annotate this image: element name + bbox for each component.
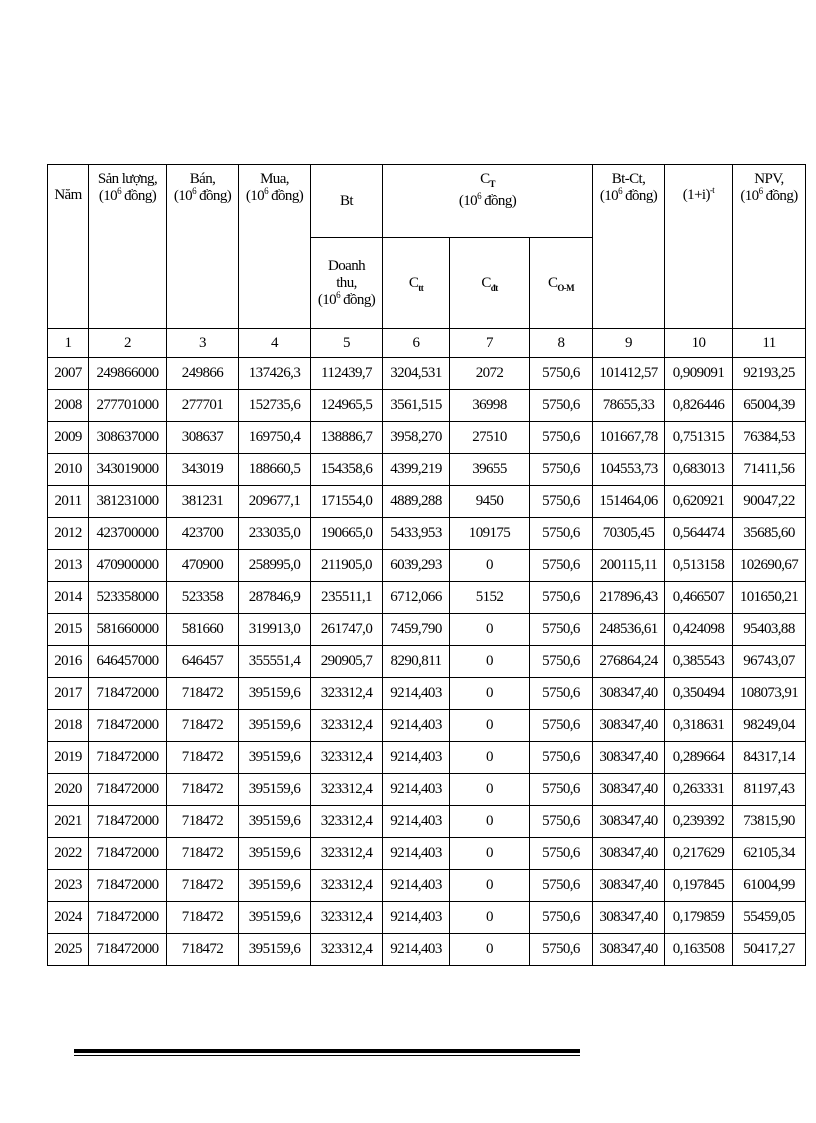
table-cell: 276864,24: [593, 646, 665, 678]
table-cell: 137426,3: [239, 358, 311, 390]
table-cell: 171554,0: [311, 486, 383, 518]
table-cell: 308347,40: [593, 806, 665, 838]
table-cell: 70305,45: [593, 518, 665, 550]
table-cell: 4889,288: [383, 486, 450, 518]
table-cell: 7459,790: [383, 614, 450, 646]
table-cell: 101650,21: [733, 582, 806, 614]
table-cell: 73815,90: [733, 806, 806, 838]
table-cell: 5750,6: [530, 550, 593, 582]
table-cell: 523358000: [89, 582, 167, 614]
table-cell: 0: [450, 838, 530, 870]
table-cell: 470900000: [89, 550, 167, 582]
header-ct: $C_T$ ($10^6$ đồng): [383, 165, 593, 238]
table-cell: 3561,515: [383, 390, 450, 422]
table-cell: 395159,6: [239, 742, 311, 774]
table-cell: 101667,78: [593, 422, 665, 454]
table-row: [48, 422, 806, 454]
table-cell: 0,385543: [665, 646, 733, 678]
table-cell: 4399,219: [383, 454, 450, 486]
table-cell: 718472: [167, 742, 239, 774]
table-cell: 55459,05: [733, 902, 806, 934]
table-cell: 343019: [167, 454, 239, 486]
table-cell: 248536,61: [593, 614, 665, 646]
table-cell: 50417,27: [733, 934, 806, 966]
table-cell: 5750,6: [530, 806, 593, 838]
table-cell: 3204,531: [383, 358, 450, 390]
header-mua: Mua, ($10^6$ đồng): [239, 165, 311, 329]
table-cell: 9214,403: [383, 902, 450, 934]
table-cell: 2024: [48, 902, 89, 934]
table-row: [48, 390, 806, 422]
table-cell: 5750,6: [530, 934, 593, 966]
column-number-cell: 5: [311, 329, 383, 358]
npv-table: [47, 164, 806, 966]
table-cell: 2023: [48, 870, 89, 902]
table-row: [48, 518, 806, 550]
table-cell: 718472000: [89, 710, 167, 742]
table-cell: 95403,88: [733, 614, 806, 646]
table-cell: 319913,0: [239, 614, 311, 646]
table-cell: 6039,293: [383, 550, 450, 582]
table-cell: 5750,6: [530, 422, 593, 454]
table-cell: 0,751315: [665, 422, 733, 454]
table-cell: 0,466507: [665, 582, 733, 614]
table-cell: 2011: [48, 486, 89, 518]
table-cell: 323312,4: [311, 870, 383, 902]
table-cell: 217896,43: [593, 582, 665, 614]
table-cell: 308347,40: [593, 870, 665, 902]
table-cell: 395159,6: [239, 902, 311, 934]
column-number-cell: 11: [733, 329, 806, 358]
table-cell: 0,564474: [665, 518, 733, 550]
table-row: [48, 486, 806, 518]
header-c-dt: $C_{đt}$: [450, 238, 530, 329]
table-cell: 718472000: [89, 838, 167, 870]
table-cell: 381231000: [89, 486, 167, 518]
table-cell: 323312,4: [311, 774, 383, 806]
table-cell: 5750,6: [530, 710, 593, 742]
table-cell: 0,424098: [665, 614, 733, 646]
table-cell: 92193,25: [733, 358, 806, 390]
column-number-cell: 9: [593, 329, 665, 358]
table-cell: 308347,40: [593, 934, 665, 966]
table-cell: 581660000: [89, 614, 167, 646]
table-cell: 287846,9: [239, 582, 311, 614]
table-cell: 6712,066: [383, 582, 450, 614]
table-cell: 0,683013: [665, 454, 733, 486]
table-cell: 71411,56: [733, 454, 806, 486]
table-cell: 5750,6: [530, 678, 593, 710]
table-cell: 0,350494: [665, 678, 733, 710]
table-cell: 27510: [450, 422, 530, 454]
table-cell: 5750,6: [530, 646, 593, 678]
table-cell: 9450: [450, 486, 530, 518]
column-number-cell: 2: [89, 329, 167, 358]
table-cell: 36998: [450, 390, 530, 422]
table-cell: 2013: [48, 550, 89, 582]
table-cell: 2021: [48, 806, 89, 838]
table-cell: 0,289664: [665, 742, 733, 774]
table-cell: 5750,6: [530, 518, 593, 550]
table-cell: 233035,0: [239, 518, 311, 550]
column-number-cell: 1: [48, 329, 89, 358]
table-cell: 2010: [48, 454, 89, 486]
table-cell: 209677,1: [239, 486, 311, 518]
table-row: [48, 582, 806, 614]
table-cell: 718472000: [89, 774, 167, 806]
table-cell: 718472000: [89, 742, 167, 774]
table-cell: 0: [450, 934, 530, 966]
table-cell: 5433,953: [383, 518, 450, 550]
table-cell: 0: [450, 614, 530, 646]
table-row: [48, 550, 806, 582]
table-cell: 308347,40: [593, 902, 665, 934]
table-cell: 0: [450, 710, 530, 742]
table-cell: 2014: [48, 582, 89, 614]
table-row: [48, 870, 806, 902]
table-cell: 96743,07: [733, 646, 806, 678]
table-cell: 9214,403: [383, 838, 450, 870]
table-cell: 0: [450, 870, 530, 902]
table-cell: 718472: [167, 902, 239, 934]
table-cell: 35685,60: [733, 518, 806, 550]
table-cell: 395159,6: [239, 774, 311, 806]
table-cell: 0,620921: [665, 486, 733, 518]
table-cell: 61004,99: [733, 870, 806, 902]
table-cell: 9214,403: [383, 678, 450, 710]
table-cell: 2012: [48, 518, 89, 550]
table-row: [48, 646, 806, 678]
table-cell: 5750,6: [530, 838, 593, 870]
table-cell: 78655,33: [593, 390, 665, 422]
table-cell: 423700: [167, 518, 239, 550]
table-cell: 718472: [167, 806, 239, 838]
table-cell: 5750,6: [530, 582, 593, 614]
table-cell: 0,217629: [665, 838, 733, 870]
table-cell: 0,163508: [665, 934, 733, 966]
table-cell: 2020: [48, 774, 89, 806]
table-cell: 249866000: [89, 358, 167, 390]
table-cell: 2017: [48, 678, 89, 710]
table-cell: 9214,403: [383, 870, 450, 902]
table-row: [48, 838, 806, 870]
table-cell: 9214,403: [383, 806, 450, 838]
table-cell: 323312,4: [311, 902, 383, 934]
table-cell: 211905,0: [311, 550, 383, 582]
table-cell: 2022: [48, 838, 89, 870]
table-row: [48, 902, 806, 934]
table-cell: 0,318631: [665, 710, 733, 742]
table-cell: 308347,40: [593, 774, 665, 806]
header-c-om: $C_{O-M}$: [530, 238, 593, 329]
column-number-cell: 6: [383, 329, 450, 358]
column-number-cell: 4: [239, 329, 311, 358]
table-cell: 5750,6: [530, 390, 593, 422]
table-cell: 0: [450, 902, 530, 934]
table-cell: 0,513158: [665, 550, 733, 582]
table-row: [48, 358, 806, 390]
table-cell: 9214,403: [383, 934, 450, 966]
table-row: [48, 742, 806, 774]
table-cell: 0: [450, 646, 530, 678]
table-cell: 5750,6: [530, 614, 593, 646]
table-cell: 308347,40: [593, 838, 665, 870]
table-cell: 470900: [167, 550, 239, 582]
table-cell: 101412,57: [593, 358, 665, 390]
table-cell: 718472: [167, 678, 239, 710]
table-cell: 381231: [167, 486, 239, 518]
table-cell: 0: [450, 742, 530, 774]
header-bt: Bt: [311, 165, 383, 238]
table-cell: 9214,403: [383, 742, 450, 774]
table-cell: 98249,04: [733, 710, 806, 742]
column-number-cell: 8: [530, 329, 593, 358]
table-cell: 0: [450, 806, 530, 838]
column-number-cell: 3: [167, 329, 239, 358]
bottom-double-rule: [74, 1049, 580, 1056]
table-row: [48, 678, 806, 710]
table-cell: 138886,7: [311, 422, 383, 454]
table-cell: 718472000: [89, 678, 167, 710]
table-cell: 5750,6: [530, 486, 593, 518]
table-cell: 0,239392: [665, 806, 733, 838]
table-cell: 0: [450, 774, 530, 806]
table-cell: 2008: [48, 390, 89, 422]
table-cell: 308347,40: [593, 710, 665, 742]
table-cell: 718472: [167, 934, 239, 966]
table-cell: 151464,06: [593, 486, 665, 518]
table-cell: 2018: [48, 710, 89, 742]
table-cell: 249866: [167, 358, 239, 390]
table-cell: 104553,73: [593, 454, 665, 486]
table-cell: 81197,43: [733, 774, 806, 806]
table-cell: 0,179859: [665, 902, 733, 934]
table-cell: 308637: [167, 422, 239, 454]
table-cell: 395159,6: [239, 806, 311, 838]
table-cell: 718472: [167, 870, 239, 902]
table-cell: 343019000: [89, 454, 167, 486]
table-cell: 109175: [450, 518, 530, 550]
table-cell: 718472: [167, 838, 239, 870]
table-cell: 323312,4: [311, 678, 383, 710]
table-cell: 2016: [48, 646, 89, 678]
table-cell: 323312,4: [311, 742, 383, 774]
table-cell: 2009: [48, 422, 89, 454]
table-cell: 2072: [450, 358, 530, 390]
table-cell: 0: [450, 550, 530, 582]
table-cell: 2007: [48, 358, 89, 390]
header-bt-ct: Bt-Ct, ($10^6$ đồng): [593, 165, 665, 329]
header-npv: NPV, ($10^6$ đồng): [733, 165, 806, 329]
table-cell: 2025: [48, 934, 89, 966]
table-cell: 108073,91: [733, 678, 806, 710]
table-cell: 39655: [450, 454, 530, 486]
table-row: [48, 614, 806, 646]
table-cell: 290905,7: [311, 646, 383, 678]
table-cell: 188660,5: [239, 454, 311, 486]
table-cell: 0,197845: [665, 870, 733, 902]
table-cell: 5750,6: [530, 774, 593, 806]
table-cell: 169750,4: [239, 422, 311, 454]
table-cell: 5750,6: [530, 358, 593, 390]
table-cell: 154358,6: [311, 454, 383, 486]
table-cell: 200115,11: [593, 550, 665, 582]
header-c-tt: $C_{tt}$: [383, 238, 450, 329]
table-cell: 718472000: [89, 870, 167, 902]
table-cell: 8290,811: [383, 646, 450, 678]
table-cell: 5750,6: [530, 454, 593, 486]
header-doanh-thu: Doanh thu, ($10^6$ đồng): [311, 238, 383, 329]
table-cell: 323312,4: [311, 934, 383, 966]
table-cell: 581660: [167, 614, 239, 646]
table-cell: 0,909091: [665, 358, 733, 390]
table-cell: 9214,403: [383, 774, 450, 806]
table-cell: 5152: [450, 582, 530, 614]
table-cell: 308347,40: [593, 678, 665, 710]
table-cell: 395159,6: [239, 934, 311, 966]
table-cell: 308347,40: [593, 742, 665, 774]
table-cell: 84317,14: [733, 742, 806, 774]
table-cell: 395159,6: [239, 870, 311, 902]
table-cell: 718472000: [89, 902, 167, 934]
table-cell: 718472: [167, 710, 239, 742]
table-cell: 190665,0: [311, 518, 383, 550]
table-cell: 5750,6: [530, 742, 593, 774]
table-cell: 395159,6: [239, 710, 311, 742]
table-cell: 261747,0: [311, 614, 383, 646]
table-cell: 718472000: [89, 934, 167, 966]
table-cell: 76384,53: [733, 422, 806, 454]
header-san-luong: Sản lượng, ($10^6$ đồng): [89, 165, 167, 329]
column-number-cell: 7: [450, 329, 530, 358]
table-cell: 0: [450, 678, 530, 710]
table-cell: 2015: [48, 614, 89, 646]
table-cell: 323312,4: [311, 710, 383, 742]
table-cell: 124965,5: [311, 390, 383, 422]
table-cell: 308637000: [89, 422, 167, 454]
table-cell: 65004,39: [733, 390, 806, 422]
table-cell: 102690,67: [733, 550, 806, 582]
table-cell: 395159,6: [239, 678, 311, 710]
table-cell: 277701: [167, 390, 239, 422]
table-cell: 646457000: [89, 646, 167, 678]
table-cell: 0,263331: [665, 774, 733, 806]
table-row: [48, 934, 806, 966]
column-number-cell: 10: [665, 329, 733, 358]
table-cell: 258995,0: [239, 550, 311, 582]
table-cell: 355551,4: [239, 646, 311, 678]
table-cell: 646457: [167, 646, 239, 678]
table-cell: 235511,1: [311, 582, 383, 614]
table-cell: 112439,7: [311, 358, 383, 390]
table-cell: 395159,6: [239, 838, 311, 870]
table-cell: 2019: [48, 742, 89, 774]
table-cell: 5750,6: [530, 870, 593, 902]
table-cell: 277701000: [89, 390, 167, 422]
header-nam: Năm: [48, 165, 89, 329]
table-cell: 9214,403: [383, 710, 450, 742]
table-cell: 718472000: [89, 806, 167, 838]
table-cell: 5750,6: [530, 902, 593, 934]
table-row: [48, 710, 806, 742]
table-cell: 718472: [167, 774, 239, 806]
header-ban: Bán, ($10^6$ đồng): [167, 165, 239, 329]
table-cell: 152735,6: [239, 390, 311, 422]
column-number-row: [48, 329, 806, 358]
table-cell: 90047,22: [733, 486, 806, 518]
table-cell: 323312,4: [311, 806, 383, 838]
table-row: [48, 806, 806, 838]
table-cell: 3958,270: [383, 422, 450, 454]
table-cell: 62105,34: [733, 838, 806, 870]
table-row: [48, 774, 806, 806]
table-cell: 523358: [167, 582, 239, 614]
header-discount-factor: $(1+i)^{-t}$: [665, 165, 733, 329]
table-cell: 423700000: [89, 518, 167, 550]
table-cell: 323312,4: [311, 838, 383, 870]
table-cell: 0,826446: [665, 390, 733, 422]
table-row: [48, 454, 806, 486]
